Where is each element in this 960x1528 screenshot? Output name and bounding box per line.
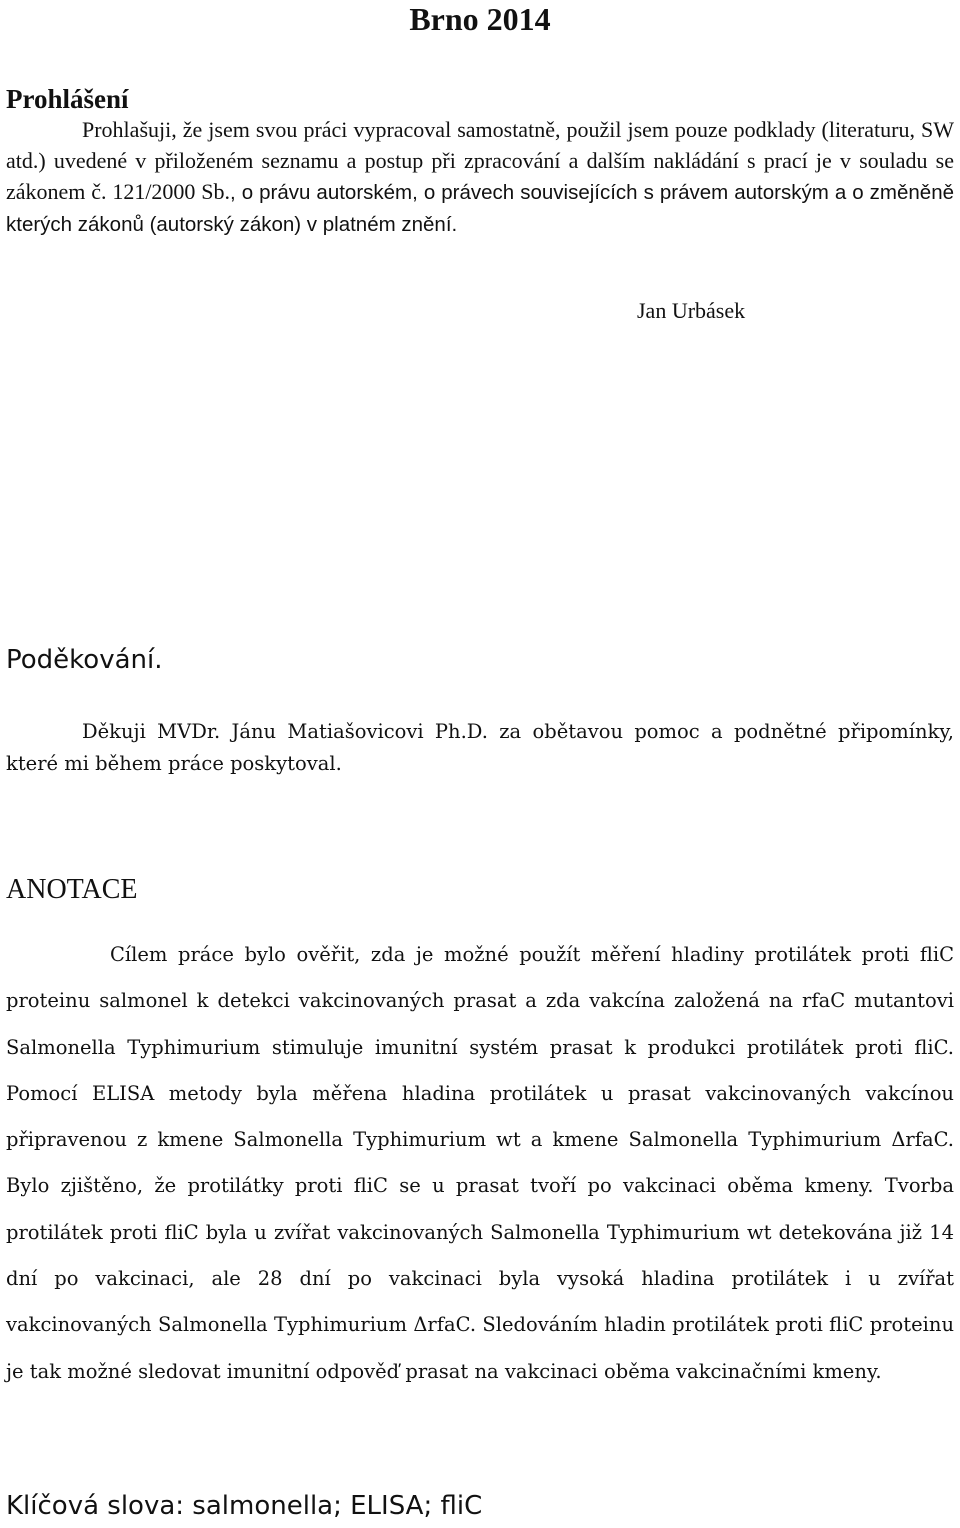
keywords: Klíčová slova: salmonella; ELISA; fliC [6,1491,483,1521]
declaration-text [6,114,954,240]
acknowledgement-body: Děkuji MVDr. Jánu Matiašovicovi Ph.D. za obětavou pomoc a podnětné připomínky, které mi během práce poskytoval. [6,720,954,775]
annotation-heading: ANOTACE [6,874,138,905]
annotation-body: Cílem práce bylo ověřit, zda je možné použít měření hladiny protilátek proti fliC proteinu salmonel k detekci vakcinovaných prasat a zda vakcína založená na rfaC mutantovi Salmonella Typhimurium stimuluje imunitní systém prasat k produkci protilátek proti fliC. Pomocí ELISA metody byla měřena hladina protilátek u prasat vakcinovaných vakcínou připravenou z kmene Salmonella Typhimurium wt a kmene Salmonella Typhimurium ΔrfaC. Bylo zjištěno, že protilátky proti fliC se u prasat tvoří po vakcinaci oběma kmeny. Tvorba protilátek proti fliC byla u zvířat vakcinovaných Salmonella Typhimurium wt detekována již 14 dní po vakcinaci, ale 28 dní po vakcinaci byla vysoká hladina protilátek i u zvířat vakcinovaných Salmonella Typhimurium ΔrfaC. Sledováním hladin protilátek proti fliC proteinu je tak možné sledovat imunitní odpověď prasat na vakcinaci oběma vakcinačními kmeny. [6,943,954,1383]
acknowledgement-heading: Poděkování. [6,645,163,675]
declaration-text-part2: , o právu autorském, o právech souvisejících s právem autorským a o změněně kterých zákonů (autorský zákon) v platném znění. [6,181,954,236]
page-title: Brno 2014 [409,1,551,37]
declaration-text-part1: Prohlašuji, že jsem svou práci vypracoval samostatně, použil jsem pouze podklady (literaturu, SW atd.) uvedené v přiloženém seznamu a postup při zpracování a dalším nakládání s prací je v souladu se zákonem č. 121/2000 Sb. [6,117,954,204]
acknowledgement-text [6,716,954,780]
declaration-signature: Jan Urbásek [637,298,746,323]
annotation-text [6,932,954,1395]
declaration-heading: Prohlášení [6,84,129,114]
